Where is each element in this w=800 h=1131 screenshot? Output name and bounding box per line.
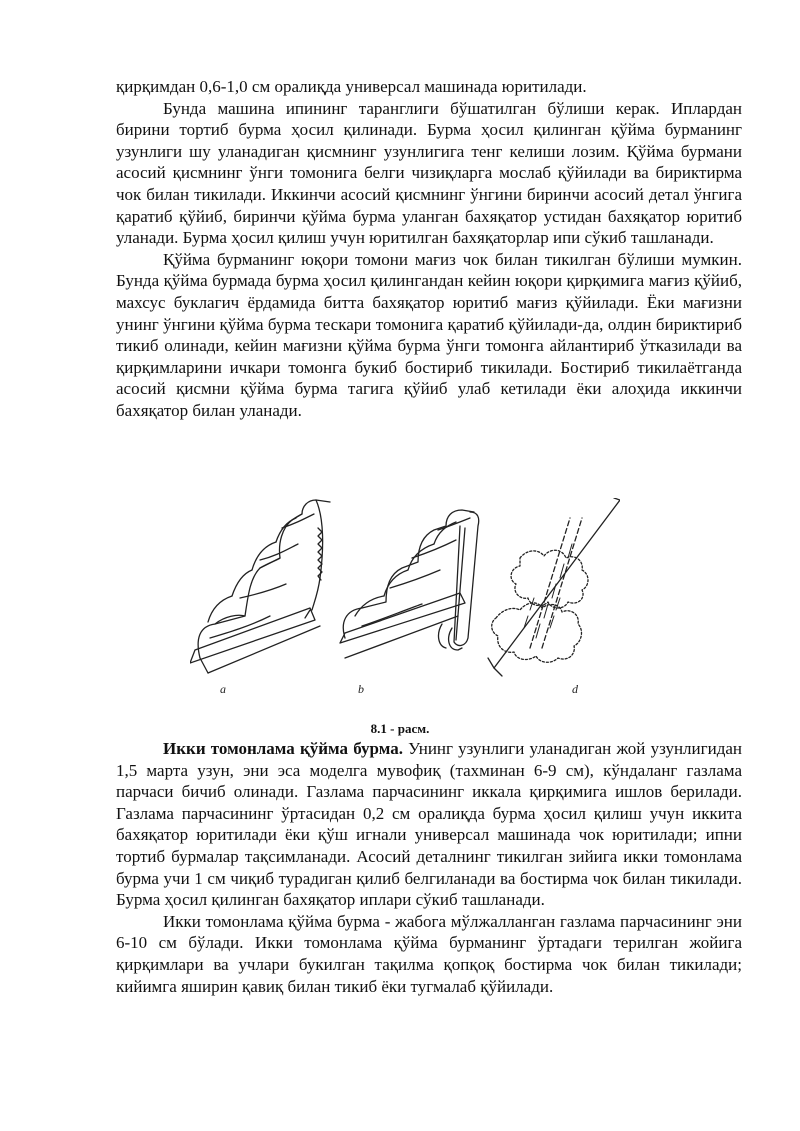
- paragraph-jabot: Икки томонлама қўйма бурма - жабога мўлжалланган газлама парчасининг эни 6-10 см бўлади. Икки томонлама қўйма бурманинг ўртадаги терилган жойига қирқимлари ва учлари букилган тақилма қопқоқ бостирма чок билан тикилади; кийимга яширин қавиқ билан тикиб ёки тугмалаб қўйилади.: [116, 911, 742, 996]
- text-block-top: [116, 76, 742, 422]
- paragraph-machine-tension: Бунда машина ипининг таранглиги бўшатилган бўлиши керак. Иплардан бирини тортиб бурма ҳосил қилинади. Бурма ҳосил қилинган қўйма бурманинг узунлиги шу уланадиган қисмнинг узунлигига тенг келиши лозим. Қўйма бурмани асосий қисмнинг ўнги томонига белги чизиқларга мослаб қўйилади ва бириктирма чок билан тикилади. Иккинчи асосий қисмнинг ўнгини биринчи асосий детал ўнгига қаратиб қўйиб, биринчи қўйма бурма уланган бахяқатор устидан бахяқатор юритиб уланади. Бурма ҳосил қилиш учун юритилган бахяқаторлар ипи сўкиб ташланади.: [116, 98, 742, 248]
- illustration-d: [488, 498, 620, 676]
- section-lead-text: Унинг узунлиги уланадиган жой узунлигидан 1,5 марта узун, эни эса моделга мувофиқ (тахминан 6-9 см), кўндаланг газлама парчаси бичиб олинади. Газлама парчасининг иккала қирқимига ишлов берилади. Газлама парчасининг ўртасидан 0,2 см оралиқда бурма ҳосил қилиш учун иккита бахяқатор юритилади ёки қўш игнали универсал машинада чок юритилади; ипни тортиб бурмалар тақсимланади. Асосий деталнинг тикилган зийига икки томонлама бурма учи 1 см чиқиб турадиган қилиб белгиланади ва бостирма чок билан тикилади. Бурма ҳосил қилинган бахяқатор иплари сўкиб ташланади.: [116, 739, 742, 910]
- figure-8-1: [190, 498, 620, 703]
- label-d: d: [572, 682, 578, 696]
- label-b: b: [358, 682, 364, 696]
- illustration-b: [340, 510, 479, 658]
- label-a: a: [220, 682, 226, 696]
- paragraph-continuation: қирқимдан 0,6-1,0 см оралиқда универсал машинада юритилади.: [116, 77, 587, 96]
- illustration-a: [190, 500, 330, 673]
- figure-caption: 8.1 - расм.: [370, 721, 430, 736]
- text-block-bottom: [116, 738, 742, 997]
- paragraph-double-ruffle: [116, 738, 742, 911]
- paragraph-binding-seam: Қўйма бурманинг юқори томони мағиз чок билан тикилган бўлиши мумкин. Бунда қўйма бурмада бурма ҳосил қилингандан кейин юқори қирқимига мағиз қўйиб, махсус буклагич ёрдамида битта бахяқатор юритиб мағиз қўйилади. Ёки мағизни унинг ўнгини қўйма бурма тескари томонига қаратиб қўйилади-да, олдин бириктириб тикиб олинади, кейин мағизни қўйма бурма ўнги томонга айлантириб ўтказилади ва қирқимларини ичкари томонга букиб бостириб тикилади. Бостириб тикилаётганда асосий қисмни қўйма бурма тагига қўйиб улаб кетилади ёки алоҳида иккинчи бахяқатор билан уланади.: [116, 249, 742, 420]
- ruffle-illustrations: [190, 498, 620, 703]
- section-heading: Икки томонлама қўйма бурма.: [163, 739, 403, 758]
